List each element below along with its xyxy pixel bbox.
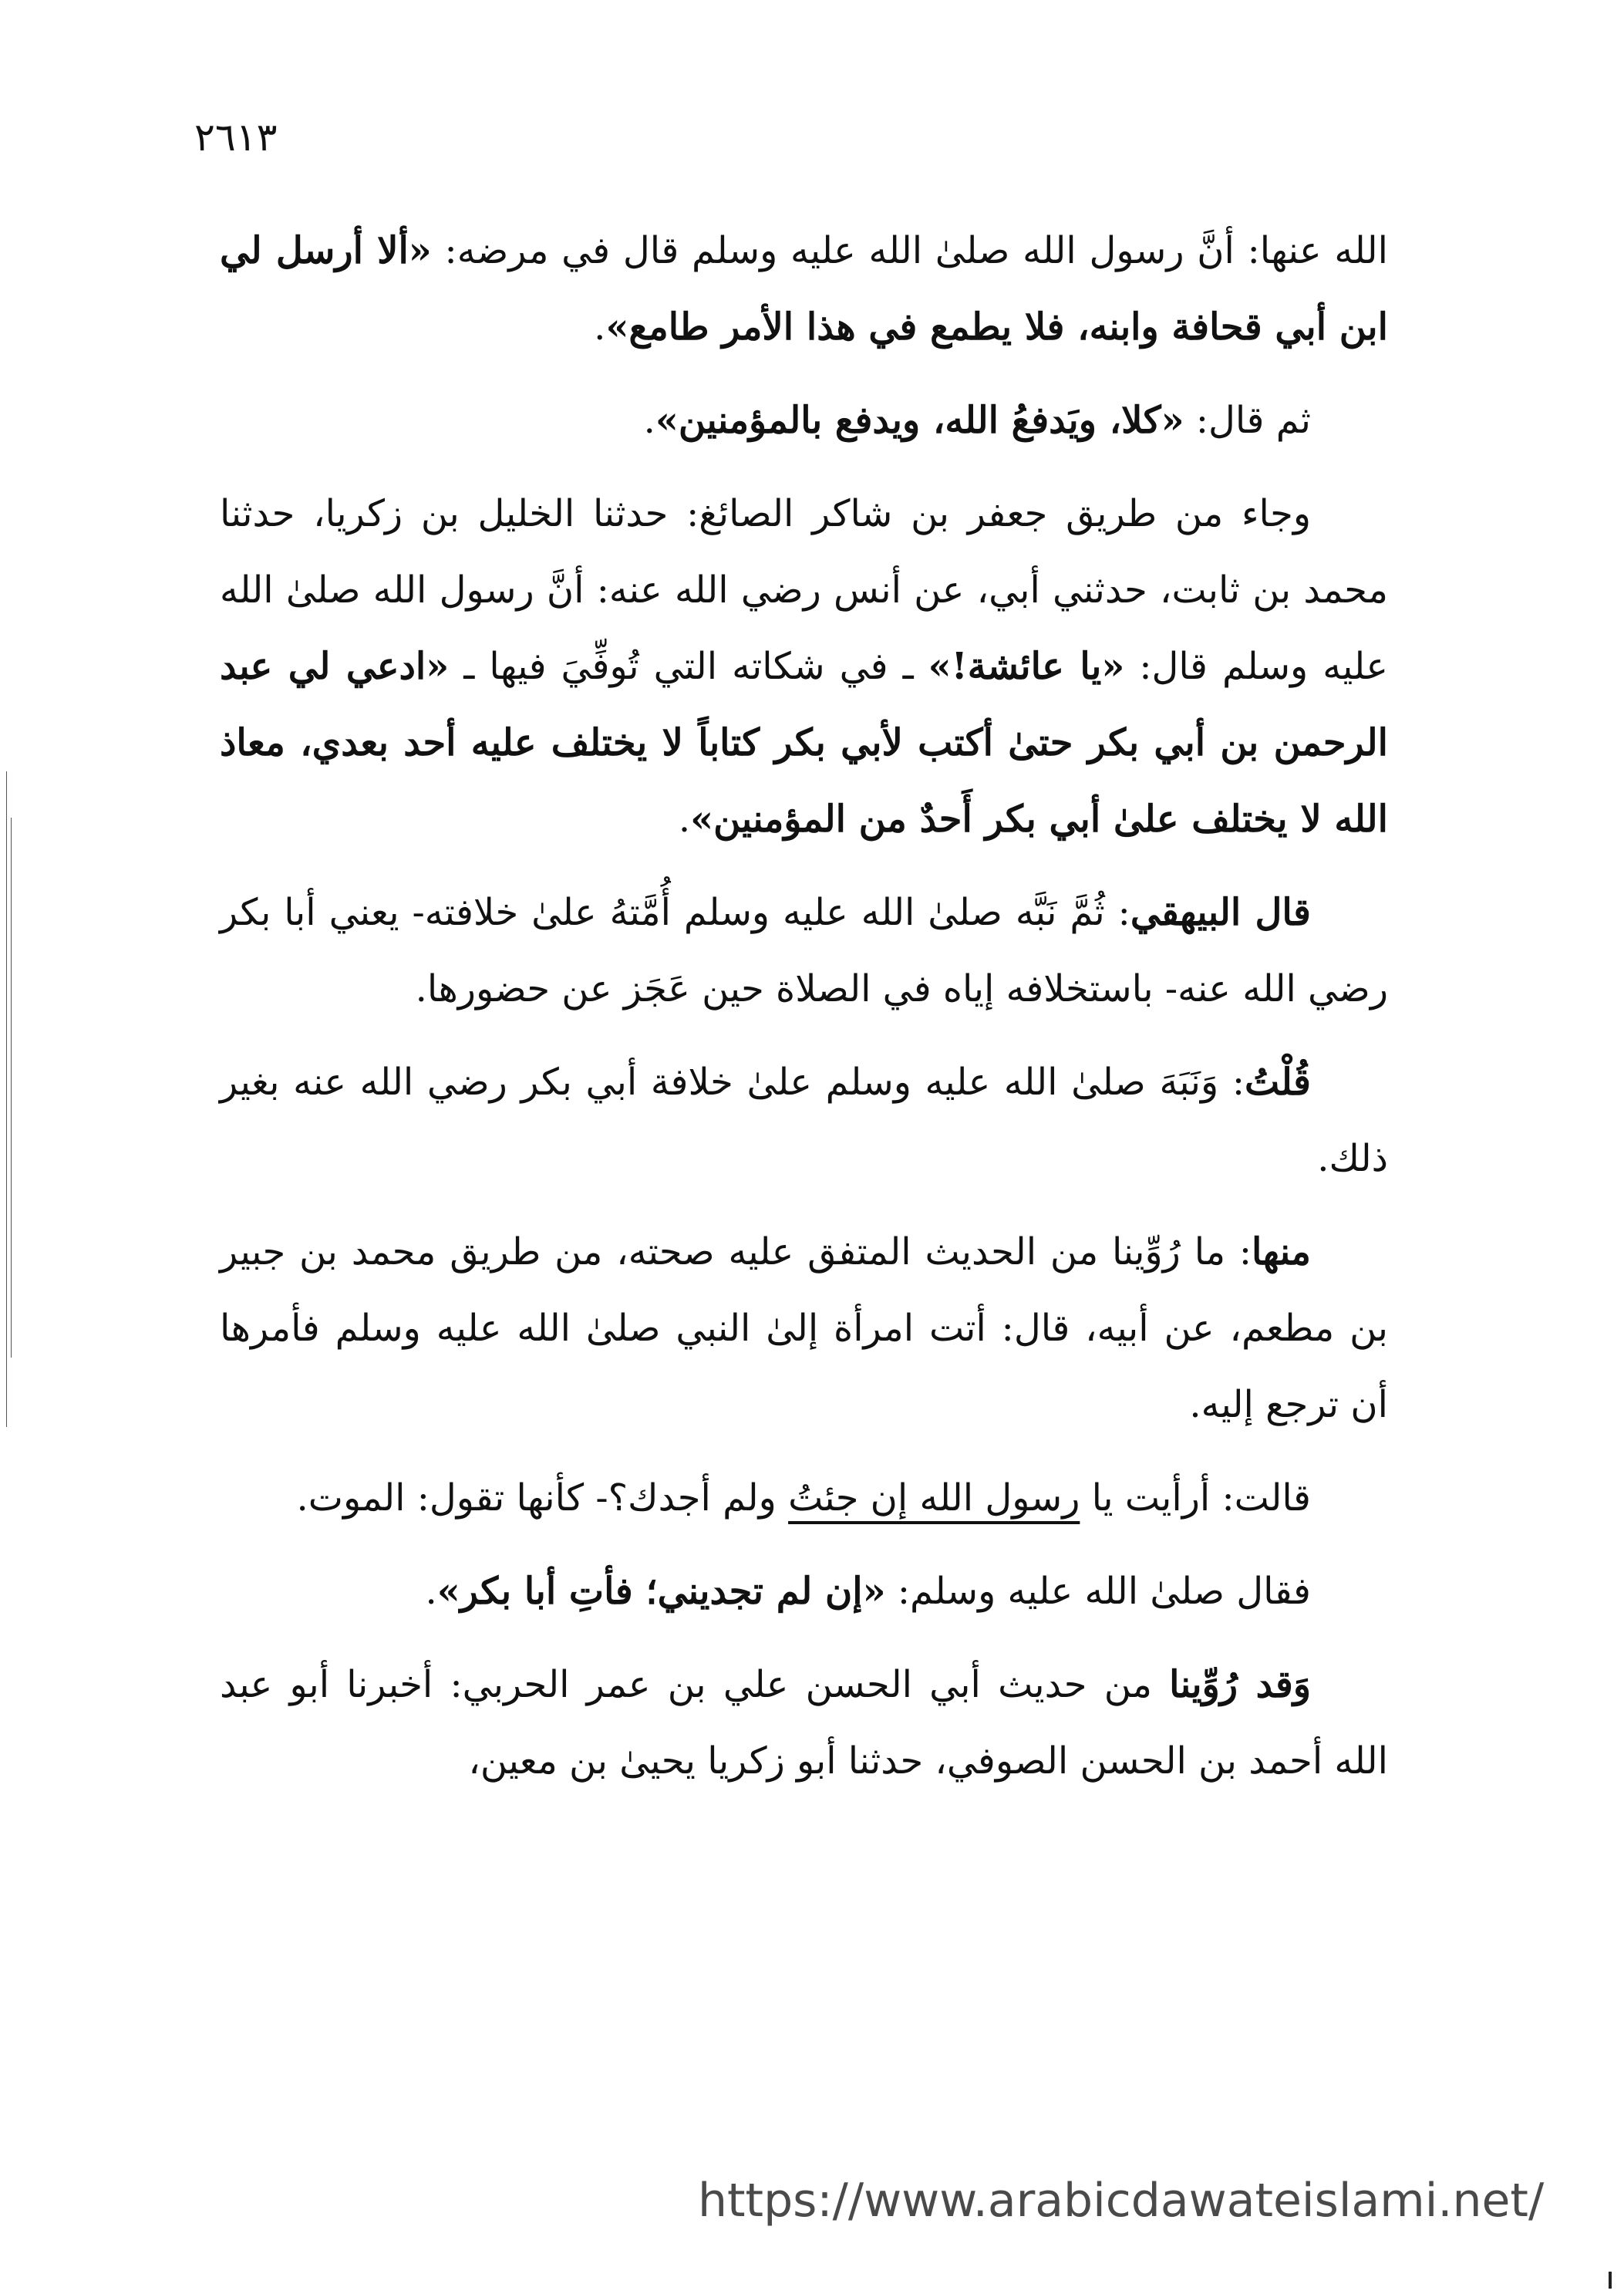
corner-mark bbox=[1609, 2272, 1612, 2289]
bold-text-segment: «كلا، ويَدفعُ الله، ويدفع بالمؤمنين» bbox=[655, 399, 1184, 442]
text-segment: : ثُمَّ نَبَّه صلىٰ الله عليه وسلم أُمَّتهُ علىٰ خلافته- يعني أبا بكر رضي الله عنه- باستخلافه إياه في الصلاة حين عَجَز عن حضورها. bbox=[220, 891, 1388, 1010]
scan-edge-mark bbox=[6, 771, 7, 1427]
text-segment: ـ في شكاته التي تُوفِّيَ فيها ـ bbox=[449, 645, 928, 688]
bold-text-segment: منها bbox=[1252, 1230, 1311, 1274]
paragraph bbox=[220, 875, 1388, 1027]
scan-edge-mark bbox=[11, 818, 12, 1358]
text-segment: قالت: أرأيت يا bbox=[1080, 1476, 1311, 1520]
paragraph bbox=[220, 213, 1388, 366]
text-segment: وجاء من طريق جعفر بن شاكر الصائغ: حدثنا الخليل بن زكريا، حدثنا محمد بن ثابت، حدثني أبي، عن أنس رضي الله عنه: أنَّ رسول الله صلىٰ الله عليه وسلم قال: bbox=[220, 492, 1388, 688]
text-segment: . bbox=[678, 798, 691, 841]
paragraph bbox=[220, 1460, 1388, 1537]
paragraph bbox=[220, 1044, 1388, 1197]
paragraph bbox=[220, 383, 1388, 459]
bold-text-segment: «ألا أرسل لي ابن أبي قحافة وابنه، فلا يطمع في هذا الأمر طامع» bbox=[220, 229, 1388, 349]
page-number: ٢٦١٣ bbox=[194, 115, 278, 160]
text-segment: . bbox=[425, 1570, 437, 1613]
watermark-url: https://www.arabicdawateislami.net/ bbox=[698, 2174, 1545, 2228]
paragraph bbox=[220, 1647, 1388, 1800]
paragraph bbox=[220, 1214, 1388, 1443]
paragraph bbox=[220, 1554, 1388, 1630]
text-segment: الله عنها: أنَّ رسول الله صلىٰ الله عليه وسلم قال في مرضه: bbox=[431, 229, 1388, 272]
paragraph bbox=[220, 476, 1388, 858]
bold-text-segment: وَقد رُوِّينا bbox=[1169, 1663, 1311, 1706]
text-segment: : وَنَبَهَ صلىٰ الله عليه وسلم علىٰ خلافة أبي بكر رضي الله عنه بغير ذلك. bbox=[220, 1061, 1388, 1180]
bold-text-segment: قُلْتُ bbox=[1245, 1061, 1311, 1104]
text-segment: . bbox=[594, 305, 606, 349]
text-segment: . bbox=[643, 399, 655, 442]
bold-text-segment: «ادعي لي عبد الرحمن بن أبي بكر حتىٰ أكتب لأبي بكر كتاباً لا يختلف عليه أحد بعدي، معاذ الله لا يختلف علىٰ أبي بكر أَحدٌ من المؤمنين» bbox=[220, 645, 1388, 841]
text-segment: رسول الله إن جئتُ bbox=[788, 1476, 1080, 1520]
bold-text-segment: قال البيهقي bbox=[1130, 891, 1311, 934]
text-segment: من حديث أبي الحسن علي بن عمر الحربي: أخبرنا أبو عبد الله أحمد بن الحسن الصوفي، حدثنا أبو زكريا يحيىٰ بن معين، bbox=[220, 1663, 1388, 1783]
text-segment: ثم قال: bbox=[1184, 399, 1311, 442]
bold-text-segment: «إن لم تجديني؛ فأتِ أبا بكر» bbox=[436, 1570, 886, 1613]
text-segment: فقال صلىٰ الله عليه وسلم: bbox=[885, 1570, 1311, 1613]
text-segment: ولم أجدك؟- كأنها تقول: الموت. bbox=[296, 1476, 789, 1520]
bold-text-segment: «يا عائشة!» bbox=[928, 645, 1125, 688]
body-text bbox=[220, 213, 1388, 1817]
text-segment: : ما رُوِّينا من الحديث المتفق عليه صحته، من طريق محمد بن جبير بن مطعم، عن أبيه، قال: أتت امرأة إلىٰ النبي صلىٰ الله عليه وسلم فأمرها أن ترجع إليه. bbox=[220, 1230, 1388, 1426]
